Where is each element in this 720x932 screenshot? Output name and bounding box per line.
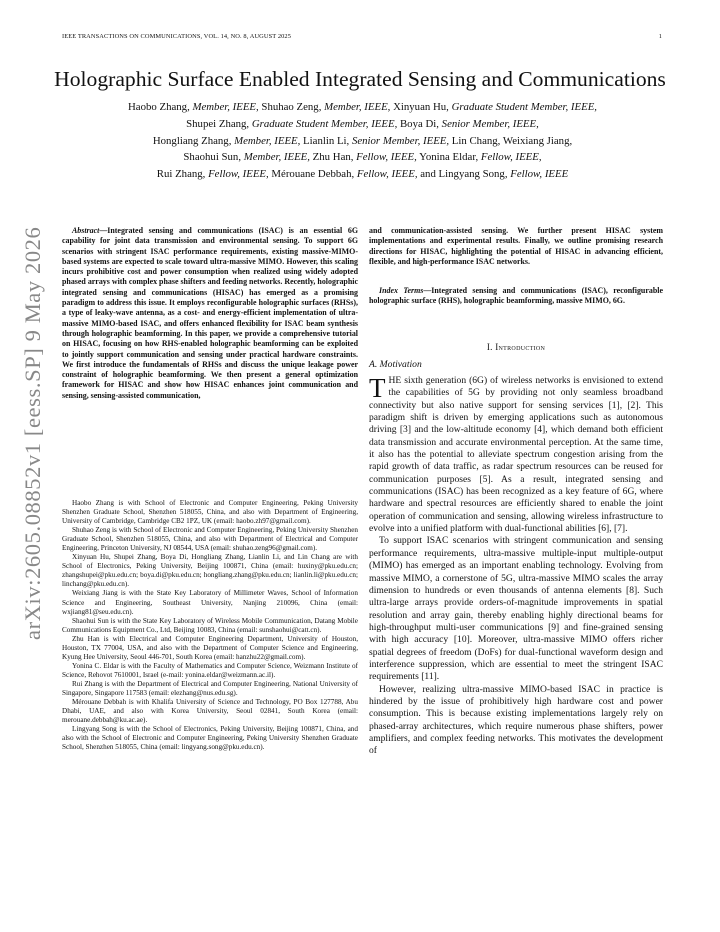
footnote: Zhu Han is with Electrical and Computer Engineering Department, University of Houston, Houston, TX 77004, USA, and also with the Department of Computer Science and Engineering, Kyung Hee University, Seoul 446-701, South Korea (email: hanzhu22@gmail.com). [62, 634, 358, 661]
author-affiliations [62, 499, 358, 752]
footnote: Rui Zhang is with the Department of Electrical and Computer Engineering, National University of Singapore, Singapore 117583 (email: elezhang@nus.edu.sg). [62, 679, 358, 697]
drop-cap: T [369, 373, 386, 403]
page-number: 1 [658, 33, 662, 40]
intro-paragraph-text: sixth generation (6G) of wireless networks is envisioned to extend the capabilities of 5G by providing not only seamless broadband connectivity but also native support for sensing services [1], [2]. This paradigm shift is driven by emerging applications such as autonomous driving [3] and the low-altitude economy [4], which demand both efficient data transmission and accurate environmental perception. At the same time, it also has the potential to alleviate spectrum congestion arising from the rapid growth of data traffic, as radar spectrum resources can be reused for communication purposes [5]. As a result, integrated sensing and communications (ISAC) has been recognized as a key feature of 6G, where hardware and spectral resources are efficiently shared to enable the joint operation of communication and sensing, allowing wireless infrastructure to evolve into a unified platform with dual-functional abilities [6], [7]. [369, 375, 663, 535]
running-head [62, 33, 662, 40]
introduction-body [369, 375, 663, 758]
intro-paragraph: However, realizing ultra-massive MIMO-based ISAC in practice is hindered by the issue of prohibitively high hardware cost and power consumption. This is because existing implementations largely rely on phased-array architectures, which require numerous phase shifters, power amplifiers, and complex feeding networks. This motivates the development of [369, 683, 663, 757]
abstract-lead: Abstract [72, 226, 100, 235]
footnote: Mérouane Debbah is with Khalifa University of Science and Technology, PO Box 127788, Abu Dhabi, UAE, and also with Korea University, Seoul 02841, South Korea (email: merouane.debbah@ku.ac.ae). [62, 698, 358, 725]
abstract-continuation: and communication-assisted sensing. We further present HISAC system implementations and experimental results. Finally, we outline promising research directions for HISAC, highlighting the potential of HISAC in advancing efficient, flexible, and high-performance ISAC networks. [369, 226, 663, 266]
author-line: Rui Zhang, Fellow, IEEE, Mérouane Debbah, Fellow, IEEE, and Lingyang Song, Fellow, IEEE [156, 168, 569, 181]
author-list [60, 99, 665, 183]
intro-paragraph: To support ISAC scenarios with stringent communication and sensing performance requirements, ultra-massive multiple-input multiple-output (MIMO) has emerged as an important enabling technology. Evolving from massive MIMO, a cornerstone of 5G, ultra-massive MIMO scales the array dimension to hundreds or even thousands of antenna elements [8]. Such ultra-large arrays provide orders-of-magnitude improvements in spatial resolution and array gain, thereby enabling highly directional beams for high-throughput multi-user communications [9] and fine-grained sensing with high accuracy [10]. Moreover, ultra-massive MIMO offers richer spatial degrees of freedom (DoFs) for dual-functional waveform design and interference suppression, which are essential to meet the stringent ISAC requirements [11]. [369, 535, 663, 683]
subsection-heading: A. Motivation [369, 359, 422, 370]
footnote: Xinyuan Hu, Shupei Zhang, Boya Di, Hongliang Zhang, Lianlin Li, and Lin Chang are with School of Electronics, Peking University, Beijing 100871, China (email: huxiny@pku.edu.cn; zhangshupei@pku.edu.cn; boya.di@pku.edu.cn; hongliang.zhang@pku.edu.cn; lianlin.li@pku.edu.cn; linchang@pku.edu.cn). [62, 553, 358, 589]
footnote: Lingyang Song is with the School of Electronics, Peking University, Beijing 100871, China, and also with the School of Electronic and Computer Engineering, Peking University Shenzhen Graduate School, Shenzhen 518055, China (email: lingyang.song@pku.edu.cn). [62, 725, 358, 752]
arxiv-stamp: arXiv:2605.08852v1 [eess.SP] 9 May 2026 [20, 226, 45, 640]
author-line: Shaohui Sun, Member, IEEE, Zhu Han, Fellow, IEEE, Yonina Eldar, Fellow, IEEE, [183, 151, 542, 164]
footnote: Weixiang Jiang is with the State Key Laboratory of Millimeter Waves, School of Information Science and Engineering, Southeast University, Nanjing 210096, China (email: wxjiang81@seu.edu.cn). [62, 589, 358, 616]
section-number: I. [486, 342, 493, 352]
abstract-text: —Integrated sensing and communications (ISAC) is an essential 6G capability for joint data transmission and environmental sensing. To support 6G scenarios with stringent ISAC performance requirements, existing massive-MIMO-based systems are expected to scale toward ultra-massive MIMO. However, this scaling incurs prohibitive cost and power consumption when realized using widely adopted phased arrays with complex phase shifters and feeding networks. Recently, holographic integrated sensing and communications (HISAC) has emerged as a promising paradigm to address this issue. It employs reconfigurable holographic surfaces (RHSs), a type of leaky-wave antenna, as a cost- and energy-efficient implementation of ultra-massive MIMO-based ISAC, and offers enhanced flexibility for ISAC beam synthesis through holographic beamforming. In this paper, we provide a comprehensive tutorial on HISAC, focusing on how RHS-enabled holographic beamforming can be exploited to jointly support communication and sensing under practical hardware constraints. We first introduce the fundamentals of RHSs and discuss the unique leakage power constraint of holographic beamforming. We then present a general optimization framework for HISAC and show how HISAC enhances joint communication and sensing, sensing-assisted communication, [62, 226, 358, 400]
intro-paragraph [369, 375, 663, 535]
footnote: Yonina C. Eldar is with the Faculty of Mathematics and Computer Science, Weizmann Institute of Science, Rehovot 7610001, Israel (e-mail: yonina.eldar@weizmann.ac.il). [62, 661, 358, 679]
abstract [62, 226, 358, 401]
paper-title: Holographic Surface Enabled Integrated Sensing and Communications [54, 67, 666, 91]
author-line: Haobo Zhang, Member, IEEE, Shuhao Zeng, Member, IEEE, Xinyuan Hu, Graduate Student Member, IEEE, [128, 101, 597, 113]
index-terms-text: —Integrated sensing and communications (ISAC), reconfigurable holographic surface (RHS), holographic beamforming, massive MIMO, 6G. [369, 286, 663, 306]
drop-cap-continuation: HE [388, 375, 402, 386]
section-title: Introduction [495, 342, 546, 352]
index-terms-lead: Index Terms [379, 286, 424, 295]
footnote: Shaohui Sun is with the State Key Laboratory of Wireless Mobile Communication, Datang Mobile Communications Equipment Co., Ltd, Beijing 10083, China (email: sunshaohui@catt.cn). [62, 616, 358, 634]
footnote: Haobo Zhang is with School of Electronic and Computer Engineering, Peking University Shenzhen Graduate School, Shenzhen 518055, China, and also with Department of Engineering, University of Cambridge, Cambridge CB2 1PZ, UK (email: haobo.zh97@gmail.com). [62, 499, 358, 526]
journal-info: IEEE TRANSACTIONS ON COMMUNICATIONS, VOL. 14, NO. 8, AUGUST 2025 [62, 33, 292, 40]
author-line: Hongliang Zhang, Member, IEEE, Lianlin Li, Senior Member, IEEE, Lin Chang, Weixiang Jiang, [152, 134, 573, 147]
footnote: Shuhao Zeng is with School of Electronic and Computer Engineering, Peking University Shenzhen Graduate School, Shenzhen 518055, China, and also with Department of Electrical and Computer Engineering, Princeton University, NJ 08544, USA (email: shuhao.zeng96@gmail.com). [62, 526, 358, 553]
author-line: Shupei Zhang, Graduate Student Member, IEEE, Boya Di, Senior Member, IEEE, [186, 117, 539, 130]
section-heading [369, 342, 663, 352]
index-terms [369, 286, 663, 307]
